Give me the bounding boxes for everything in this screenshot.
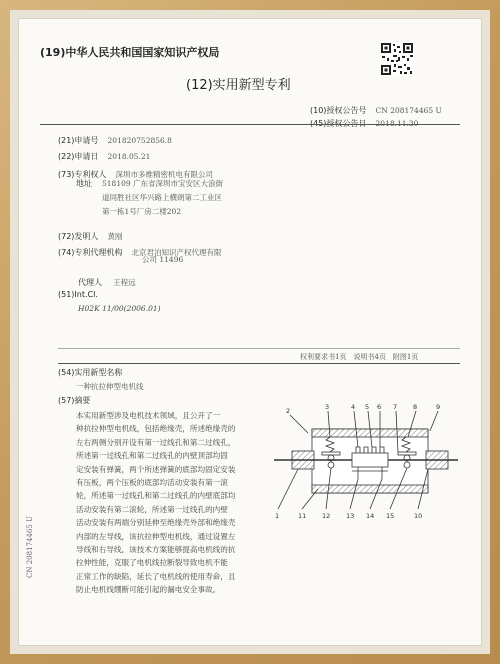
publication-date-row <box>310 111 418 130</box>
inventor-label: (72)发明人 <box>58 232 99 241</box>
publication-number: CN 208174465 U <box>375 106 442 115</box>
figure-label: 7 <box>393 403 398 411</box>
publication-number-label: (10)授权公告号 <box>310 106 367 115</box>
inventor: 黄刚 <box>107 232 123 241</box>
abstract-line: 左右两侧分别开设有第一过线孔和第二过线孔， <box>76 437 236 447</box>
abstract-line: 所述第一过线孔和第二过线孔的内壁顶部均固 <box>76 451 228 461</box>
application-number: 201820752856.8 <box>107 136 172 145</box>
abstract-line: 有压板，两个压板的底部均活动安装有第一滚 <box>76 478 228 488</box>
patentee-label: (73)专利权人 <box>58 170 107 179</box>
figure-label: 14 <box>366 512 375 520</box>
page-count-info: 权利要求书1页 说明书4页 附图1页 <box>300 353 419 361</box>
side-publication-code: CN 208174465 U <box>26 516 34 578</box>
title-label: (54)实用新型名称 <box>58 368 123 377</box>
filing-date: 2018.05.21 <box>107 152 151 161</box>
abstract-label: (57)摘要 <box>58 396 91 405</box>
abstract-line: 防止电机线绷断可能引起的漏电安全事故。 <box>76 585 221 595</box>
figure-label: 12 <box>322 512 331 520</box>
figure-label: 5 <box>365 403 370 411</box>
patent-sheet <box>18 18 482 646</box>
abstract-line: 正常工作的缺陷，延长了电机线的使用寿命，且 <box>76 571 236 581</box>
address-line: 518109 广东省深圳市宝安区大浪街 <box>102 179 224 188</box>
abstract-line: 本实用新型涉及电机技术领域，且公开了一 <box>76 411 221 420</box>
publication-date-label: (45)授权公告日 <box>310 119 367 128</box>
figure-label: 6 <box>377 403 382 411</box>
figure-label: 10 <box>414 512 423 520</box>
technical-drawing <box>268 403 464 527</box>
abstract-line: 活动安装有两端分别延伸至绝缘壳外部和绝缘壳 <box>76 518 236 528</box>
filing-date-label: (22)申请日 <box>58 152 99 161</box>
agency-row <box>58 240 222 259</box>
abstract-line: 导线和右导线，该技术方案能够提高电机线的抗 <box>76 545 236 555</box>
filing-date-row <box>58 144 150 163</box>
publication-date: 2018.11.30 <box>375 119 419 128</box>
abstract-line: 拉伸性能，克服了电机线拉断裂导致电机不能 <box>76 558 228 568</box>
figure-label: 2 <box>286 407 291 415</box>
abstract-line: 活动安装有第二滚轮，所述第一过线孔的内壁 <box>76 504 228 514</box>
patentee: 深圳市多维精密机电有限公司 <box>115 170 214 179</box>
abstract-text <box>76 409 235 597</box>
agency-label: (74)专利代理机构 <box>58 248 123 257</box>
utility-model-title: 一种抗拉伸型电机线 <box>76 382 144 391</box>
document-type: (12)实用新型专利 <box>186 78 291 93</box>
agency-line: 公司 11496 <box>142 255 184 264</box>
address-label: 地址 <box>76 179 92 188</box>
agent-label: 代理人 <box>78 278 102 287</box>
office-name: (19)中华人民共和国国家知识产权局 <box>40 46 220 59</box>
figure-label: 4 <box>351 403 356 411</box>
divider-rule <box>58 348 460 349</box>
abstract-line: 轮，所述第一过线孔和第二过线孔的内壁底部均 <box>76 491 236 501</box>
figure-label: 15 <box>386 512 395 520</box>
agent-row <box>78 270 136 289</box>
figure-label: 9 <box>436 403 441 411</box>
figure-label: 3 <box>325 403 330 411</box>
int-cl-label: (51)Int.Cl. <box>58 290 98 299</box>
qr-code-icon <box>380 42 414 76</box>
abstract-line: 内部的左导线，该抗拉伸型电机线，通过设置左 <box>76 531 236 541</box>
figure-label: 11 <box>298 512 307 520</box>
address-line: 道同胜社区华兴路上横朗第二工业区 <box>102 193 222 202</box>
address-line: 第一栋1号厂房二楼202 <box>102 207 182 216</box>
header-rule <box>40 124 460 125</box>
int-cl-value: H02K 11/00(2006.01) <box>78 304 161 313</box>
agent: 王程远 <box>113 278 136 287</box>
application-number-label: (21)申请号 <box>58 136 99 145</box>
abstract-line: 定安装有弹簧，两个所述弹簧的底部均固定安装 <box>76 464 236 474</box>
abstract-line: 种抗拉伸型电机线，包括绝缘壳，所述绝缘壳的 <box>76 424 236 434</box>
figure-label: 13 <box>346 512 355 520</box>
figure-label: 8 <box>413 403 418 411</box>
agency-line: 北京君泊知识产权代理有限 <box>131 248 222 257</box>
divider-rule <box>58 363 460 364</box>
figure-label: 1 <box>275 512 280 520</box>
